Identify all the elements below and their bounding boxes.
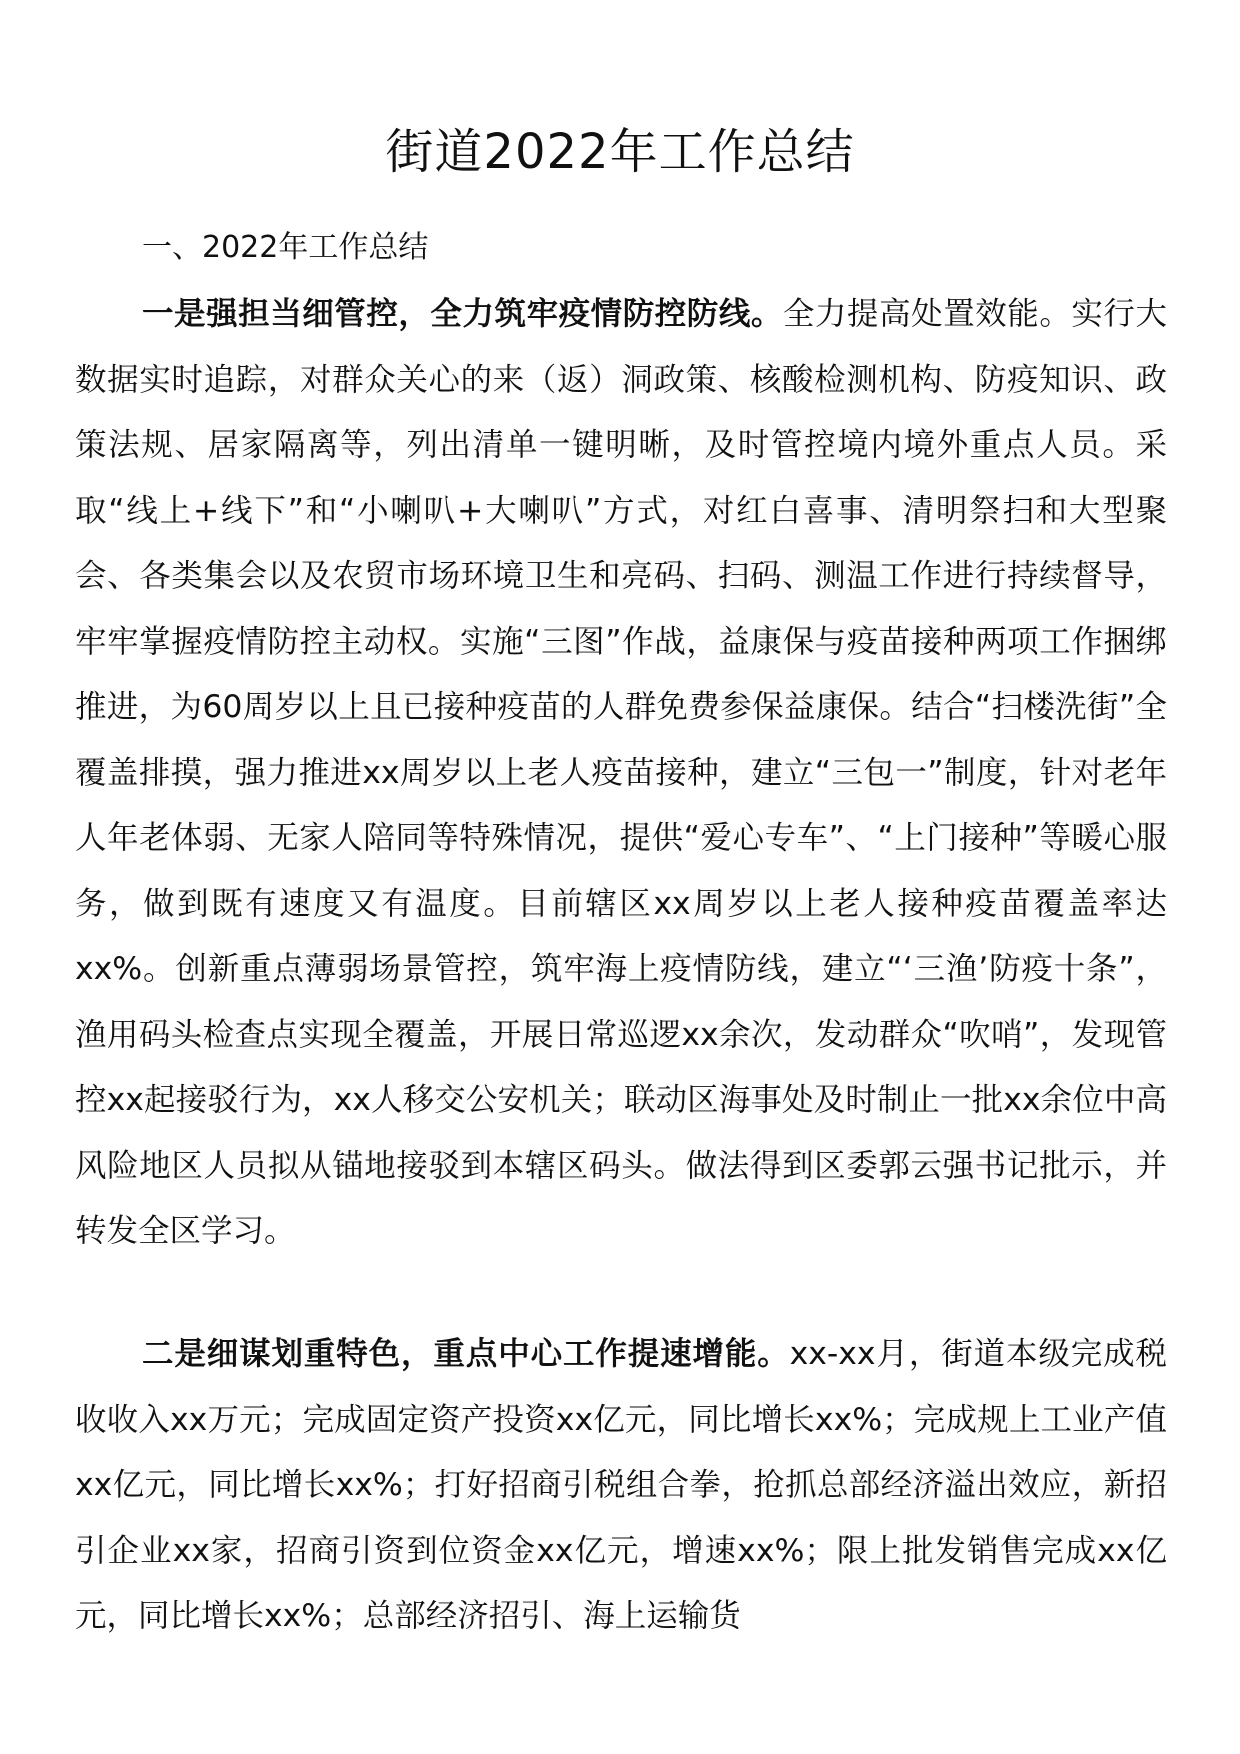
section-heading: 一、2022年工作总结 xyxy=(142,230,429,265)
paragraph-1 xyxy=(75,282,1167,1265)
paragraph-2-text: xx-xx月，街道本级完成税收收入xx万元；完成固定资产投资xx亿元，同比增长xx%；完成规上工业产值xx亿元，同比增长xx%；打好招商引税组合拳，抢抓总部经济溢出效应，新招引企业xx家，招商引资到位资金xx亿元，增速xx%；限上批发销售完成xx亿元，同比增长xx%；总部经济招引、海上运输货 xyxy=(75,1336,1167,1634)
paragraph-2 xyxy=(75,1322,1167,1650)
paragraph-1-lead: 一是强担当细管控，全力筑牢疫情防控防线。 xyxy=(142,296,783,332)
paragraph-2-lead: 二是细谋划重特色，重点中心工作提速增能。 xyxy=(142,1336,790,1372)
paragraph-1-text: 全力提高处置效能。实行大数据实时追踪，对群众关心的来（返）洞政策、核酸检测机构、防疫知识、政策法规、居家隔离等，列出清单一键明晰，及时管控境内境外重点人员。采取“线上+线下”和“小喇叭+大喇叭”方式，对红白喜事、清明祭扫和大型聚会、各类集会以及农贸市场环境卫生和亮码、扫码、测温工作进行持续督导，牢牢掌握疫情防控主动权。实施“三图”作战，益康保与疫苗接种两项工作捆绑推进，为60周岁以上且已接种疫苗的人群免费参保益康保。结合“扫楼洗街”全覆盖排摸，强力推进xx周岁以上老人疫苗接种，建立“三包一”制度，针对老年人年老体弱、无家人陪同等特殊情况，提供“爱心专车”、“上门接种”等暖心服务，做到既有速度又有温度。目前辖区xx周岁以上老人接种疫苗覆盖率达xx%。创新重点薄弱场景管控，筑牢海上疫情防线，建立“‘三渔’防疫十条”，渔用码头检查点实现全覆盖，开展日常巡逻xx余次，发动群众“吹哨”，发现管控xx起接驳行为，xx人移交公安机关；联动区海事处及时制止一批xx余位中高风险地区人员拟从锚地接驳到本辖区码头。做法得到区委郭云强书记批示，并转发全区学习。 xyxy=(75,296,1167,1249)
document-title: 街道2022年工作总结 xyxy=(385,124,855,180)
